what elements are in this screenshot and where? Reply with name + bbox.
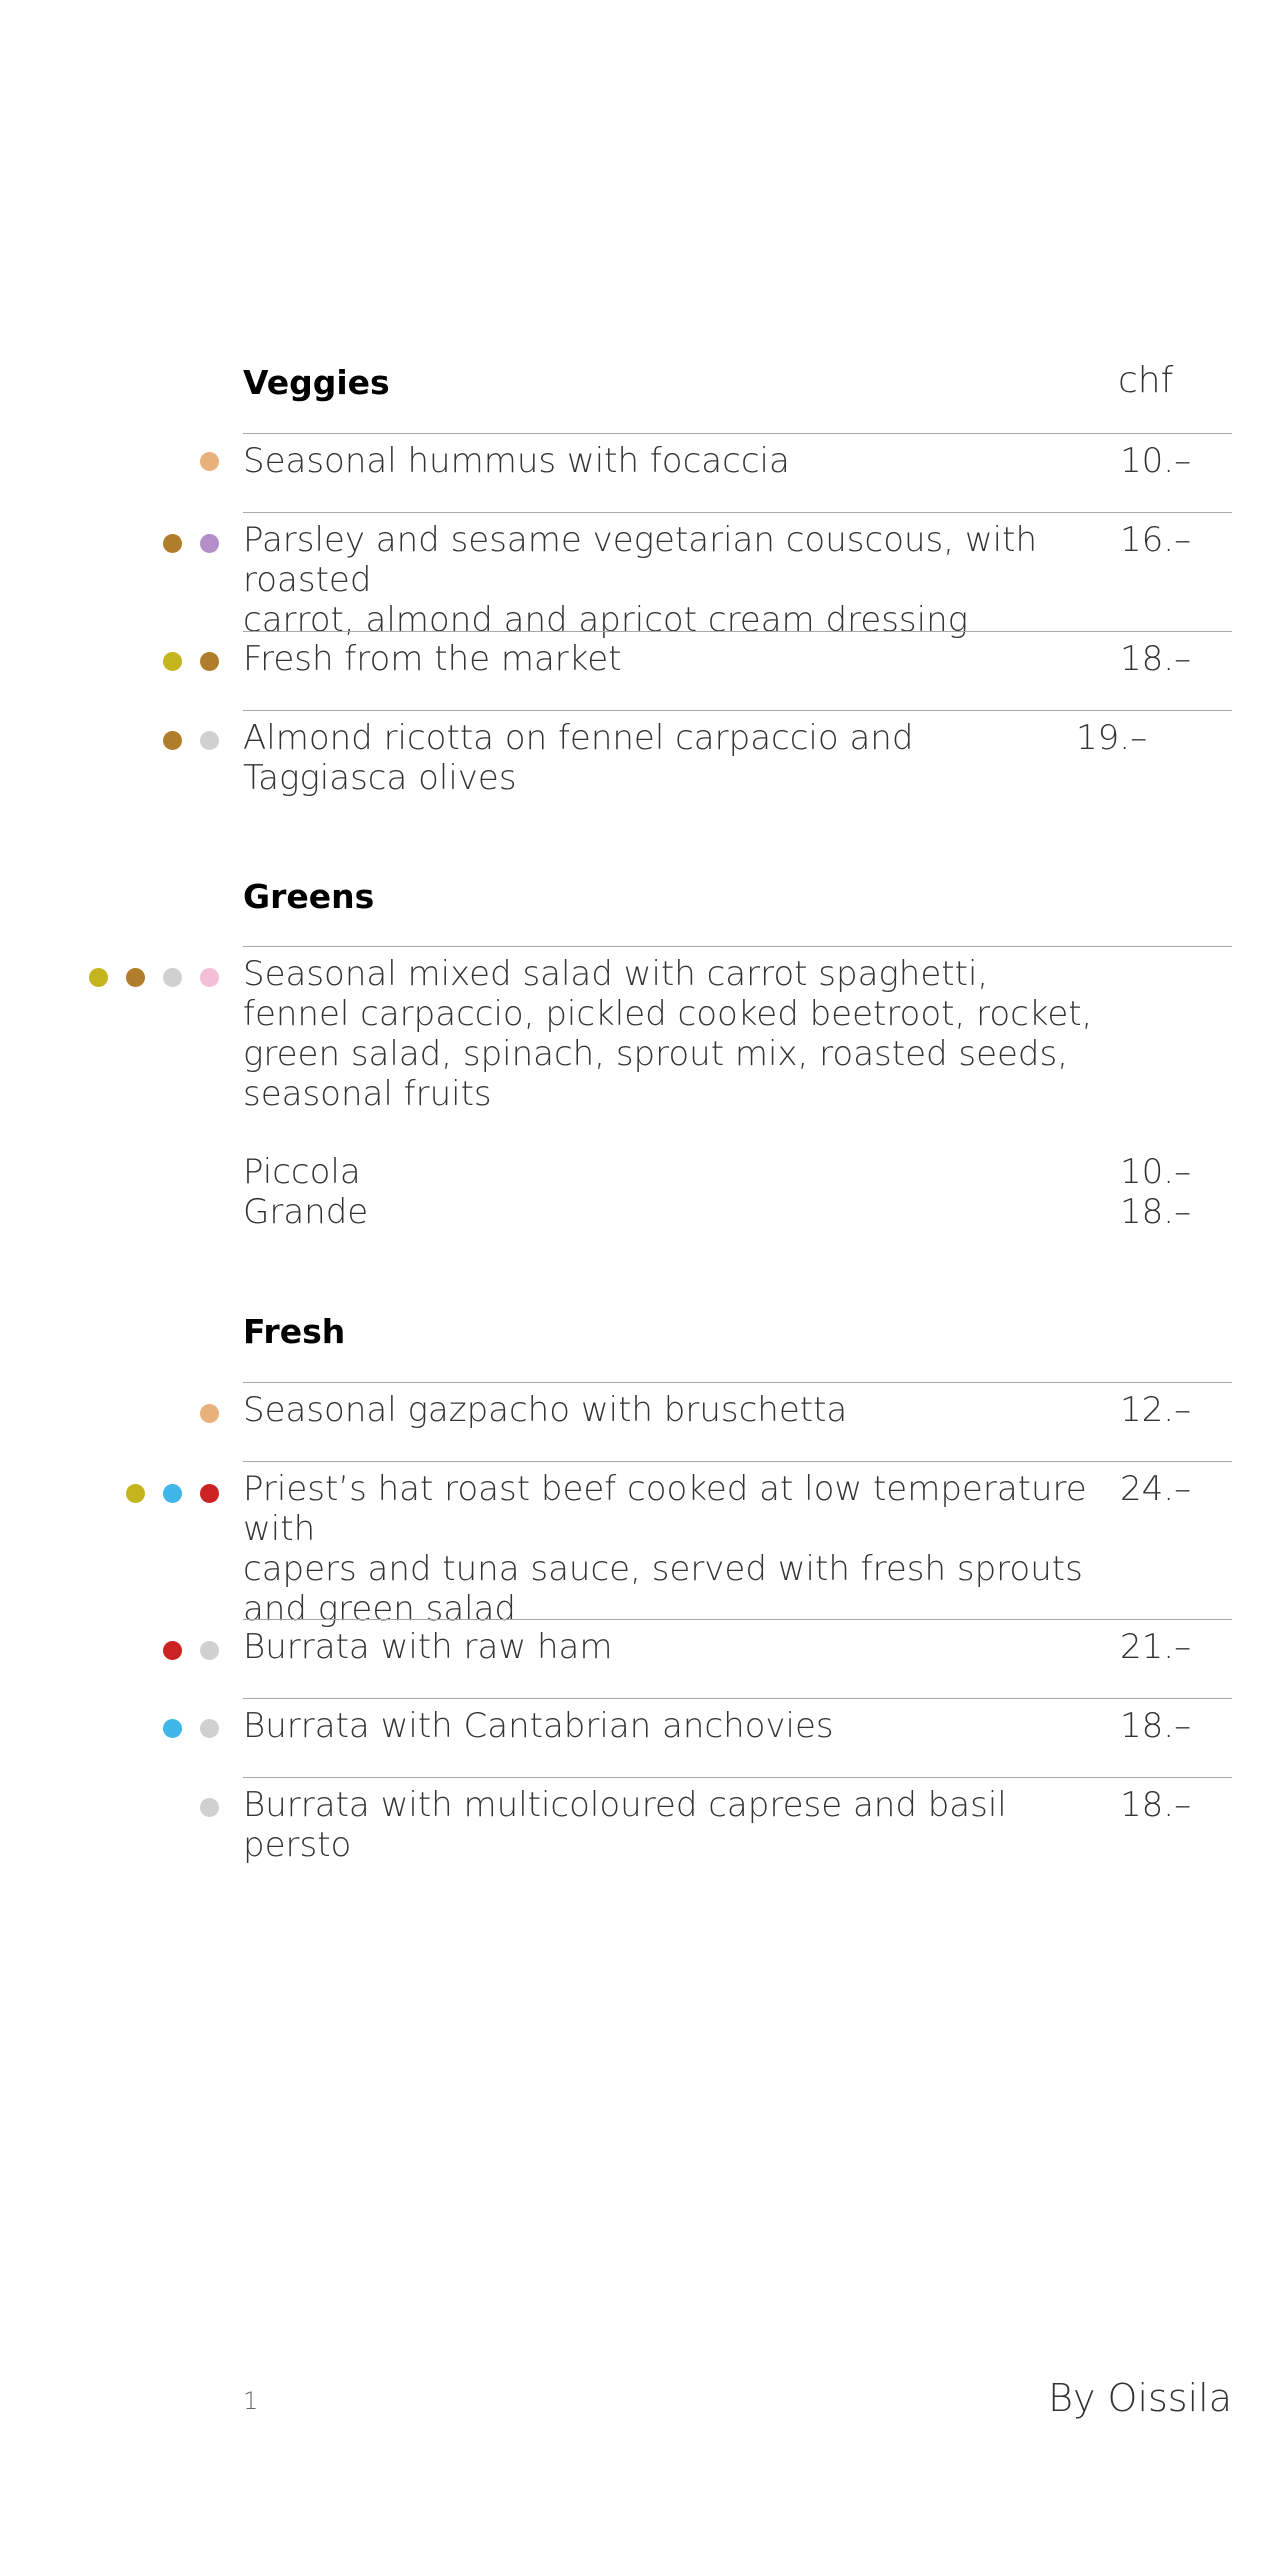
divider — [243, 946, 1232, 947]
allergen-dot-peach — [200, 452, 219, 471]
divider — [243, 512, 1232, 513]
allergen-dots — [200, 1798, 219, 1818]
section-title-veggies: Veggies — [243, 363, 390, 402]
allergen-dot-gray — [200, 731, 219, 750]
menu-item-name: Burrata with multicoloured caprese and basil persto — [243, 1785, 1007, 1865]
allergen-dot-pink — [200, 968, 219, 987]
allergen-dot-brown — [163, 534, 182, 553]
allergen-dot-red — [163, 1641, 182, 1660]
menu-item-name: Priest’s hat roast beef cooked at low temperature with capers and tuna sauce, served with fresh sprouts and green salad — [243, 1469, 1087, 1629]
allergen-dots — [163, 1719, 219, 1739]
menu-item-price: 12.– — [1120, 1390, 1192, 1430]
menu-item-name: Parsley and sesame vegetarian couscous, with roasted carrot, almond and apricot cream dressing — [243, 520, 1038, 640]
allergen-dot-brown — [163, 731, 182, 750]
allergen-dots — [163, 1641, 219, 1661]
allergen-dot-gray — [200, 1641, 219, 1660]
allergen-dot-olive — [89, 968, 108, 987]
menu-item-price: 24.– — [1120, 1469, 1192, 1509]
section-title-greens: Greens — [243, 877, 375, 916]
menu-item-name: Fresh from the market — [243, 639, 622, 679]
size-name: Piccola — [243, 1152, 361, 1192]
divider — [243, 631, 1232, 632]
allergen-dot-brown — [200, 652, 219, 671]
divider — [243, 433, 1232, 434]
allergen-dot-gray — [200, 1798, 219, 1817]
allergen-dots — [163, 731, 219, 751]
allergen-dot-blue — [163, 1719, 182, 1738]
allergen-dot-peach — [200, 1404, 219, 1423]
menu-item-name: Almond ricotta on fennel carpaccio and Taggiasca olives — [243, 718, 914, 798]
menu-item-name: Seasonal gazpacho with bruschetta — [243, 1390, 848, 1430]
allergen-dot-brown — [126, 968, 145, 987]
brand-signature: By Oissila — [1048, 2376, 1232, 2420]
menu-item-price: 18.– — [1120, 639, 1192, 679]
divider — [243, 1698, 1232, 1699]
allergen-dot-lavender — [200, 534, 219, 553]
size-price: 18.– — [1120, 1192, 1192, 1232]
allergen-dot-gray — [200, 1719, 219, 1738]
menu-item-price: 16.– — [1120, 520, 1192, 560]
allergen-dots — [163, 652, 219, 672]
allergen-dots — [200, 452, 219, 472]
menu-item-name: Seasonal hummus with focaccia — [243, 441, 790, 481]
allergen-dots — [126, 1484, 219, 1504]
divider — [243, 710, 1232, 711]
currency-label: chf — [1118, 360, 1174, 401]
allergen-dots — [163, 534, 219, 554]
size-price: 10.– — [1120, 1152, 1192, 1192]
menu-item-price: 18.– — [1120, 1706, 1192, 1746]
allergen-dot-red — [200, 1484, 219, 1503]
divider — [243, 1619, 1232, 1620]
page-number: 1 — [243, 2387, 259, 2415]
menu-item-name: Burrata with raw ham — [243, 1627, 613, 1667]
allergen-dots — [200, 1404, 219, 1424]
allergen-dots — [89, 968, 219, 988]
menu-item-price: 18.– — [1120, 1785, 1192, 1825]
menu-item-name: Burrata with Cantabrian anchovies — [243, 1706, 834, 1746]
size-name: Grande — [243, 1192, 369, 1232]
menu-item-price: 10.– — [1120, 441, 1192, 481]
divider — [243, 1461, 1232, 1462]
divider — [243, 1777, 1232, 1778]
divider — [243, 1382, 1232, 1383]
allergen-dot-olive — [126, 1484, 145, 1503]
menu-item-description: Seasonal mixed salad with carrot spaghetti, fennel carpaccio, pickled cooked beetroot, rocket, green salad, spinach, sprout mix, roasted seeds, seasonal fruits — [243, 954, 1093, 1114]
allergen-dot-gray — [163, 968, 182, 987]
menu-item-price: 21.– — [1120, 1627, 1192, 1667]
allergen-dot-blue — [163, 1484, 182, 1503]
section-title-fresh: Fresh — [243, 1312, 346, 1351]
allergen-dot-olive — [163, 652, 182, 671]
menu-item-price: 19.– — [1076, 718, 1148, 758]
